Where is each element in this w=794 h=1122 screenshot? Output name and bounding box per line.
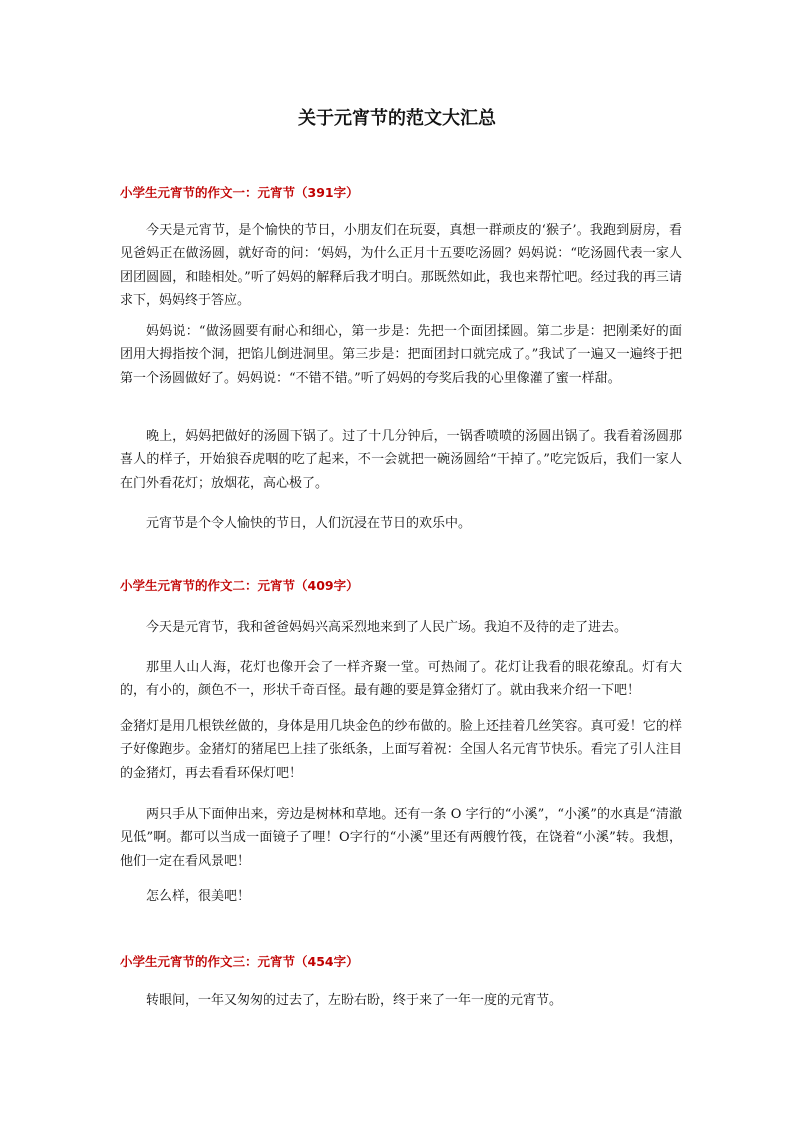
essay-1-paragraph-2: 妈妈说：“做汤圆要有耐心和细心，第一步是：先把一个面团揉圆。第二步是：把刚柔好的面团用大拇指按个洞，把馅儿倒进洞里。第三步是：把面团封口就完成了。”我试了一遍又一遍终于把第一个汤圆做好了。妈妈说：“不错不错。”听了妈妈的夸奖后我的心里像灌了蜜一样甜。 <box>120 324 682 386</box>
essay-2-paragraph-1: 今天是元宵节，我和爸爸妈妈兴高采烈地来到了人民广场。我迫不及待的走了进去。 <box>146 620 628 635</box>
essay-1-paragraph-1: 今天是元宵节，是个愉快的节日，小朋友们在玩耍，真想一群顽皮的‘猴子’。我跑到厨房，看见爸妈正在做汤圆，就好奇的问：‘妈妈，为什么正月十五要吃汤圆？妈妈说：“吃汤圆代表一家人团团圆圆，和睦相处。”听了妈妈的解释后我才明白。那既然如此，我也来帮忙吧。经过我的再三请求下，妈妈终于答应。 <box>120 223 682 308</box>
essay-3-paragraph-1: 转眼间，一年又匆匆的过去了，左盼右盼，终于来了一年一度的元宵节。 <box>146 993 563 1008</box>
essay-1-paragraph-3: 晚上，妈妈把做好的汤圆下锅了。过了十几分钟后，一锅香喷喷的汤圆出锅了。我看着汤圆那喜人的样子，开始狼吞虎咽的吃了起来，不一会就把一碗汤圆给“干掉了。”吃完饭后，我们一家人在门外看花灯；放烟花，高心极了。 <box>120 429 682 491</box>
essay-2-paragraph-4: 两只手从下面伸出来，旁边是树林和草地。还有一条 O 字行的“小溪”，“小溪”的水真是“清澈见低”啊。都可以当成一面镜子了哩！O字行的“小溪”里还有两艘竹筏，在饶着“小溪”转。我想，他们一定在看风景吧！ <box>120 807 682 869</box>
essay-2-paragraph-2: 那里人山人海，花灯也像开会了一样齐聚一堂。可热闹了。花灯让我看的眼花缭乱。灯有大的，有小的，颜色不一，形状千奇百怪。最有趣的要是算金猪灯了。就由我来介绍一下吧！ <box>120 660 682 699</box>
essay-3-heading: 小学生元宵节的作文三：元宵节（454字） <box>120 954 359 969</box>
essay-1-heading: 小学生元宵节的作文一：元宵节（391字） <box>120 185 359 200</box>
essay-1-paragraph-4: 元宵节是个令人愉快的节日，人们沉浸在节日的欢乐中。 <box>146 516 472 531</box>
essay-2-paragraph-3: 金猪灯是用几根铁丝做的，身体是用几块金色的纱布做的。脸上还挂着几丝笑容。真可爱！它的样子好像跑步。金猪灯的猪尾巴上挂了张纸条，上面写着祝：全国人名元宵节快乐。看完了引人注目的金猪灯，再去看看环保灯吧！ <box>120 719 682 781</box>
essay-2-heading: 小学生元宵节的作文二：元宵节（409字） <box>120 578 359 593</box>
document-title: 关于元宵节的范文大汇总 <box>298 108 496 129</box>
essay-2-paragraph-5: 怎么样，很美吧！ <box>146 889 251 904</box>
